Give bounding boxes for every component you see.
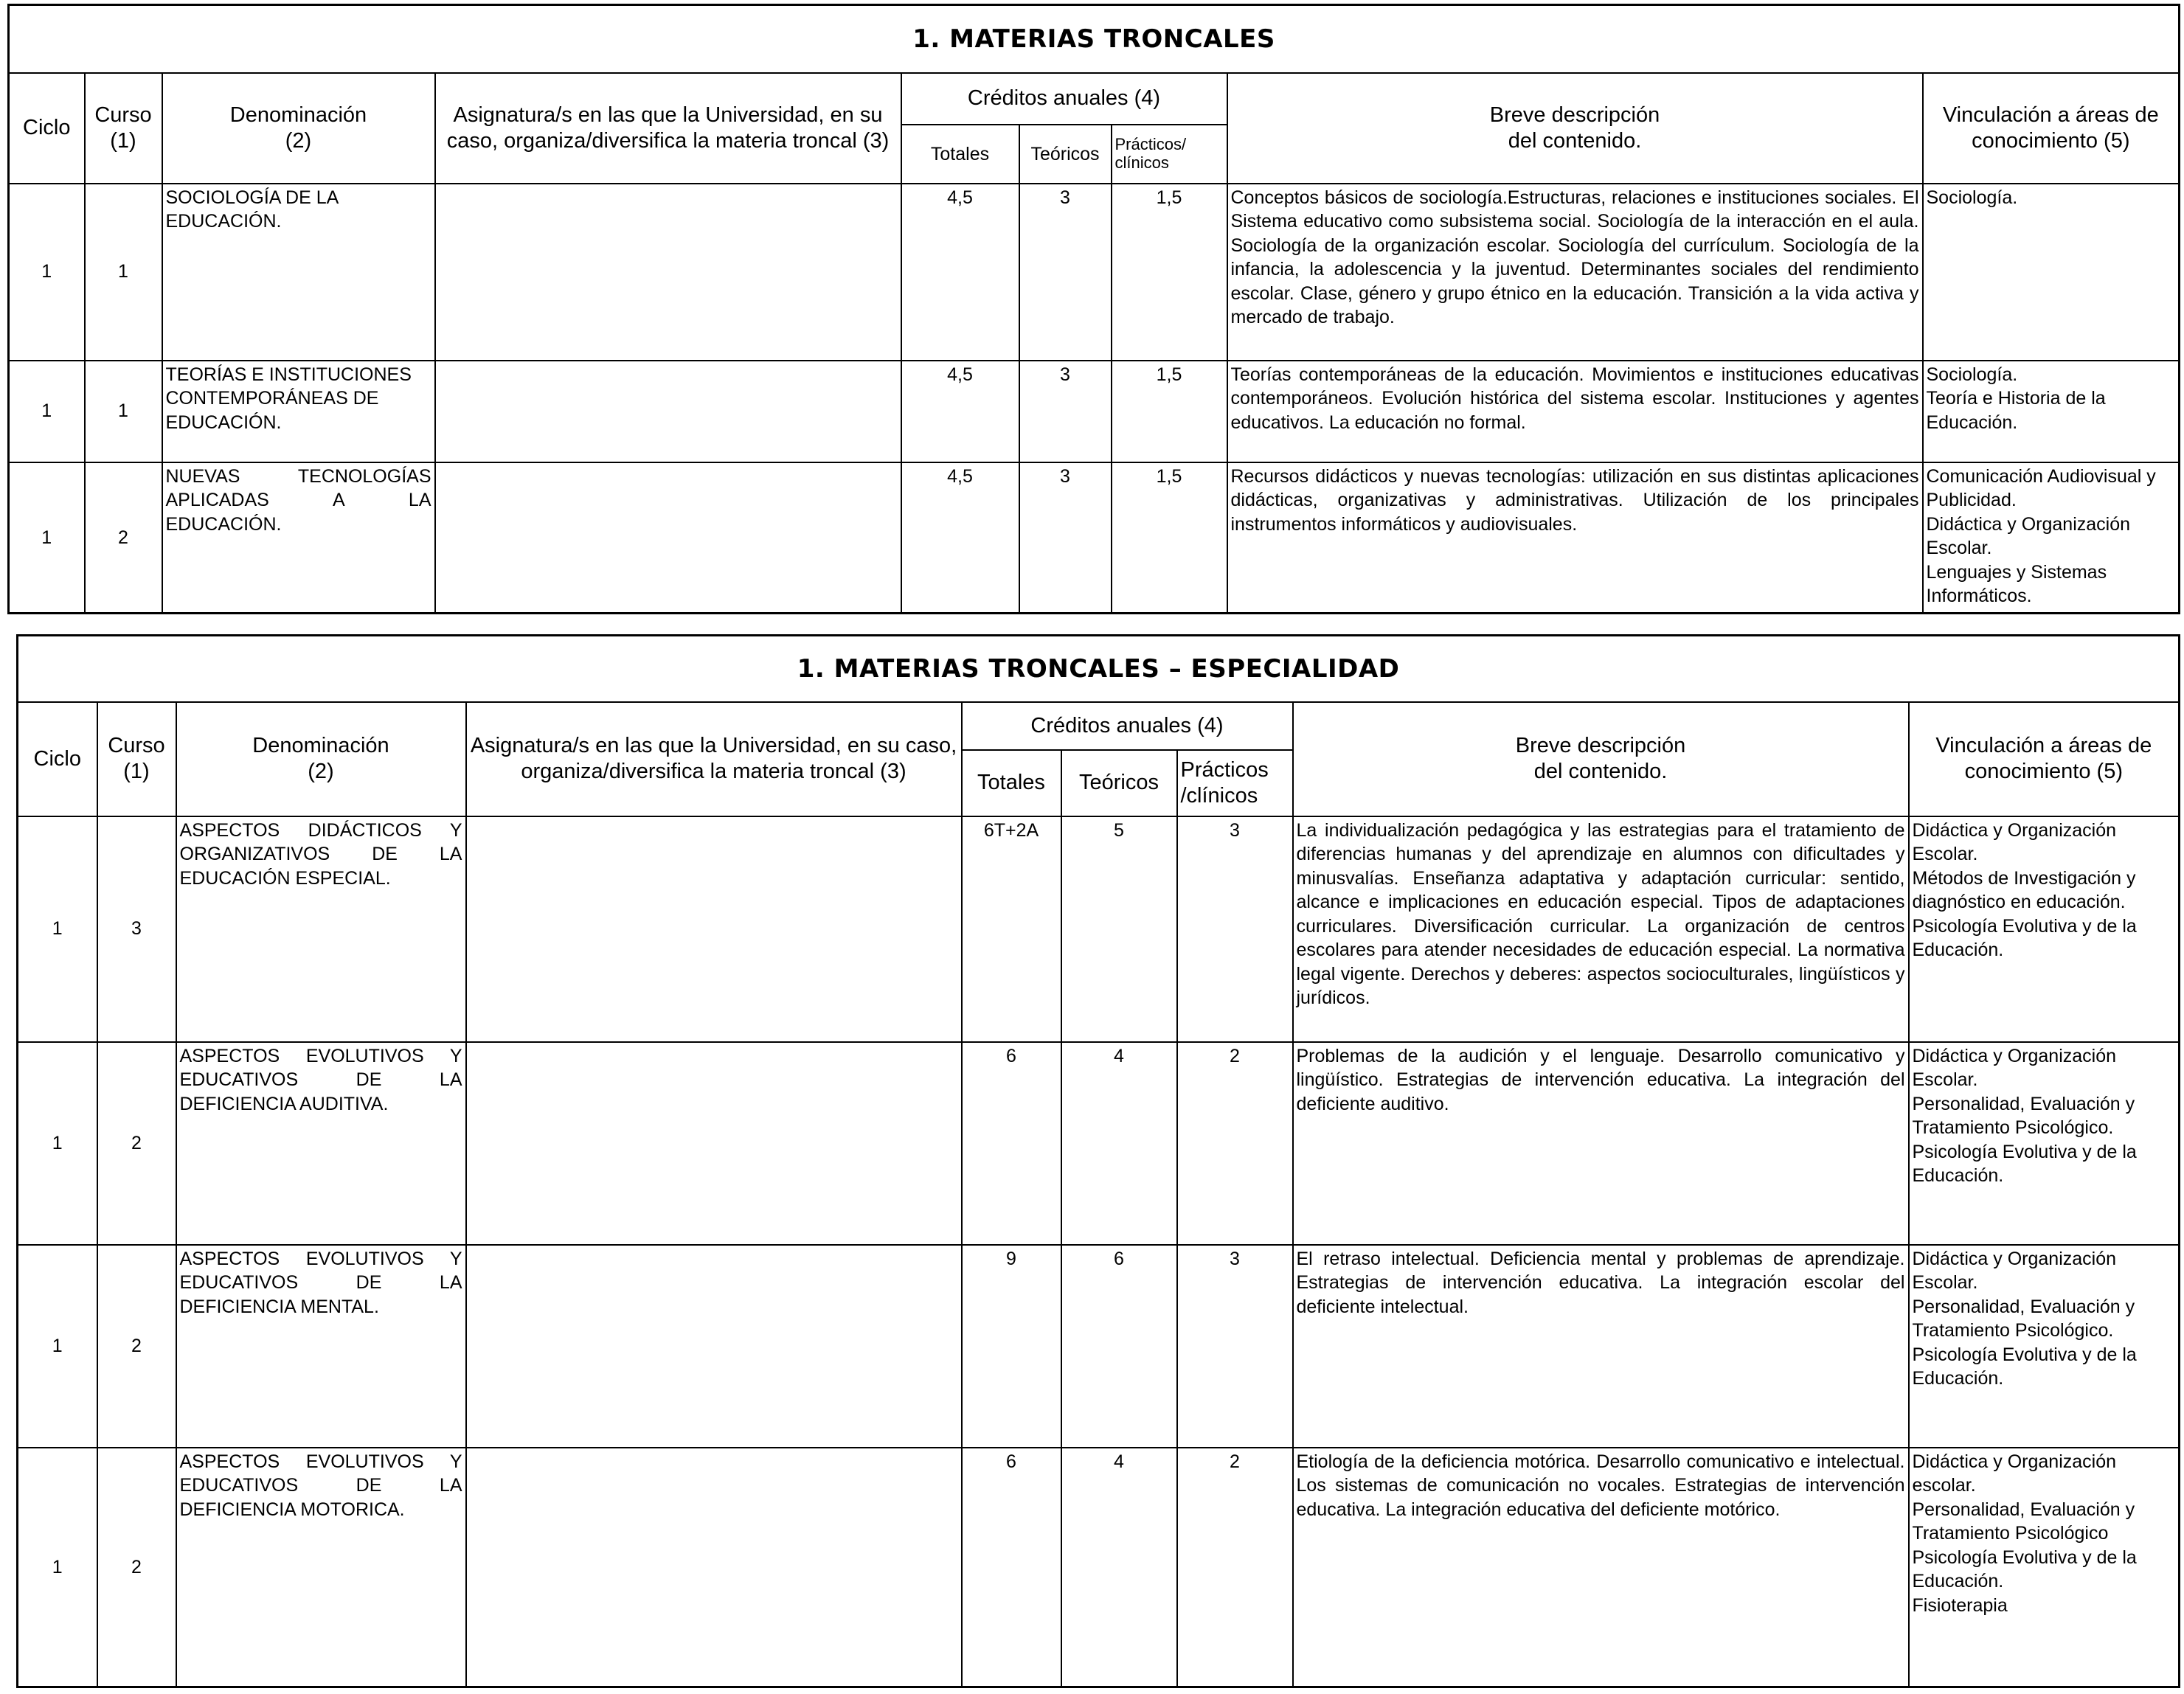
header-asignatura: Asignatura/s en las que la Universidad, en su caso, organiza/diversifica la materia troncal (3) [435, 73, 901, 184]
practicos-cell: 3 [1177, 816, 1293, 1042]
teoricos-cell: 4 [1061, 1448, 1177, 1687]
denominacion-cell: ASPECTOS EVOLUTIVOS Y EDUCATIVOS DE LA DEFICIENCIA AUDITIVA. [176, 1042, 466, 1245]
area-item: Personalidad, Evaluación y Tratamiento Psicológico [1912, 1499, 2135, 1544]
denominacion-cell: ASPECTOS EVOLUTIVOS Y EDUCATIVOS DE LA DEFICIENCIA MOTORICA. [176, 1448, 466, 1687]
header-teoricos: Teóricos [1061, 750, 1177, 816]
area-item: Personalidad, Evaluación y Tratamiento Psicológico. [1912, 1093, 2135, 1138]
header-totales: Totales [901, 125, 1019, 184]
practicos-cell: 2 [1177, 1448, 1293, 1687]
curso-cell: 2 [97, 1042, 176, 1245]
descripcion-cell: Teorías contemporáneas de la educación. Movimientos e instituciones educativas contemporáneos. Evolución histórica del sistema escolar. Instituciones y agentes educativos. La educación no formal. [1227, 361, 1923, 462]
areas-cell [1909, 1448, 2180, 1687]
areas-cell [1909, 816, 2180, 1042]
header-curso: Curso (1) [97, 702, 176, 816]
area-item: Didáctica y Organización escolar. [1912, 1451, 2117, 1496]
header-vinculacion: Vinculación a áreas de conocimiento (5) [1923, 73, 2180, 184]
practicos-cell: 1,5 [1112, 462, 1227, 614]
area-item: Didáctica y Organización Escolar. [1912, 1248, 2117, 1293]
area-item: Psicología Evolutiva y de la Educación. [1912, 1141, 2137, 1186]
practicos-cell: 1,5 [1112, 361, 1227, 462]
areas-cell [1923, 184, 2180, 361]
descripcion-cell: Conceptos básicos de sociología.Estructuras, relaciones e instituciones sociales. El Sistema educativo como subsistema social. Sociología de la interacción en el aula. Sociología de la organización escolar. Sociología del currículum. Sociología de la infancia, la adolescencia y la juventud. Determinantes sociales del rendimiento escolar. Clase, género y grupo étnico en la educación. Transición a la vida activa y mercado de trabajo. [1227, 184, 1923, 361]
area-item: Métodos de Investigación y diagnóstico en educación. [1912, 867, 2136, 912]
areas-cell [1923, 462, 2180, 614]
ciclo-cell: 1 [9, 462, 85, 614]
denominacion-cell: TEORÍAS E INSTITUCIONES CONTEMPORÁNEAS DE EDUCACIÓN. [162, 361, 435, 462]
areas-cell [1909, 1245, 2180, 1448]
practicos-cell: 1,5 [1112, 184, 1227, 361]
table-row [9, 462, 2180, 614]
areas-cell [1909, 1042, 2180, 1245]
asignatura-cell [435, 361, 901, 462]
totales-cell: 6 [962, 1042, 1061, 1245]
denominacion-cell: ASPECTOS DIDÁCTICOS Y ORGANIZATIVOS DE LA EDUCACIÓN ESPECIAL. [176, 816, 466, 1042]
area-item: Psicología Evolutiva y de la Educación. [1912, 1344, 2137, 1389]
header-vinculacion: Vinculación a áreas de conocimiento (5) [1909, 702, 2180, 816]
curso-cell: 3 [97, 816, 176, 1042]
header-ciclo: Ciclo [18, 702, 97, 816]
ciclo-cell: 1 [18, 1042, 97, 1245]
area-item: Lenguajes y Sistemas Informáticos. [1926, 561, 2107, 606]
totales-cell: 4,5 [901, 361, 1019, 462]
area-item: Psicología Evolutiva y de la Educación. [1912, 915, 2137, 960]
curso-cell: 1 [85, 361, 162, 462]
totales-cell: 6 [962, 1448, 1061, 1687]
ciclo-cell: 1 [18, 1448, 97, 1687]
descripcion-cell: Problemas de la audición y el lenguaje. Desarrollo comunicativo y lingüístico. Estrategias de intervención educativa. La integración del deficiente auditivo. [1293, 1042, 1909, 1245]
table-row [18, 1448, 2180, 1687]
ciclo-cell: 1 [9, 361, 85, 462]
teoricos-cell: 4 [1061, 1042, 1177, 1245]
totales-cell: 4,5 [901, 462, 1019, 614]
asignatura-cell [466, 1042, 962, 1245]
header-asignatura: Asignatura/s en las que la Universidad, en su caso, organiza/diversifica la materia troncal (3) [466, 702, 962, 816]
curso-cell: 2 [85, 462, 162, 614]
curso-cell: 2 [97, 1245, 176, 1448]
header-practicos: Prácticos /clínicos [1177, 750, 1293, 816]
table-row [18, 1042, 2180, 1245]
asignatura-cell [466, 1448, 962, 1687]
header-creditos: Créditos anuales (4) [901, 73, 1227, 125]
area-item: Didáctica y Organización Escolar. [1912, 1045, 2117, 1090]
ciclo-cell: 1 [18, 816, 97, 1042]
header-curso: Curso (1) [85, 73, 162, 184]
denominacion-cell: NUEVAS TECNOLOGÍAS APLICADAS A LA EDUCACIÓN. [162, 462, 435, 614]
teoricos-cell: 3 [1019, 184, 1112, 361]
header-denominacion: Denominación (2) [162, 73, 435, 184]
descripcion-cell: El retraso intelectual. Deficiencia mental y problemas de aprendizaje. Estrategias de intervención educativa. La integración escolar del deficiente intelectual. [1293, 1245, 1909, 1448]
teoricos-cell: 3 [1019, 462, 1112, 614]
totales-cell: 4,5 [901, 184, 1019, 361]
asignatura-cell [435, 184, 901, 361]
area-item: Psicología Evolutiva y de la Educación. [1912, 1547, 2137, 1591]
denominacion-cell: ASPECTOS EVOLUTIVOS Y EDUCATIVOS DE LA DEFICIENCIA MENTAL. [176, 1245, 466, 1448]
header-descripcion: Breve descripción del contenido. [1293, 702, 1909, 816]
materias-troncales-table [7, 4, 2180, 614]
header-denominacion: Denominación (2) [176, 702, 466, 816]
ciclo-cell: 1 [9, 184, 85, 361]
area-item: Didáctica y Organización Escolar. [1926, 513, 2131, 558]
area-item: Sociología. [1926, 364, 2018, 385]
header-totales: Totales [962, 750, 1061, 816]
table-title: 1. MATERIAS TRONCALES [9, 5, 2180, 73]
curso-cell: 2 [97, 1448, 176, 1687]
ciclo-cell: 1 [18, 1245, 97, 1448]
denominacion-cell: SOCIOLOGÍA DE LA EDUCACIÓN. [162, 184, 435, 361]
teoricos-cell: 5 [1061, 816, 1177, 1042]
practicos-cell: 2 [1177, 1042, 1293, 1245]
descripcion-cell: Recursos didácticos y nuevas tecnologías: utilización en sus distintas aplicaciones didácticas, organizativas y administrativas. Utilización de los principales instrumentos informáticos y audiovisuales. [1227, 462, 1923, 614]
header-teoricos: Teóricos [1019, 125, 1112, 184]
materias-troncales-especialidad-table [16, 634, 2180, 1688]
teoricos-cell: 6 [1061, 1245, 1177, 1448]
areas-cell [1923, 361, 2180, 462]
descripcion-cell: Etiología de la deficiencia motórica. Desarrollo comunicativo e intelectual. Los sistemas de comunicación no vocales. Estrategias de intervención educativa. La integración educativa del deficiente motórico. [1293, 1448, 1909, 1687]
table-title: 1. MATERIAS TRONCALES – ESPECIALIDAD [18, 636, 2180, 702]
header-descripcion: Breve descripción del contenido. [1227, 73, 1923, 184]
area-item: Personalidad, Evaluación y Tratamiento Psicológico. [1912, 1296, 2135, 1341]
table-row [18, 1245, 2180, 1448]
table-row [18, 816, 2180, 1042]
header-ciclo: Ciclo [9, 73, 85, 184]
area-item: Didáctica y Organización Escolar. [1912, 819, 2117, 864]
header-creditos: Créditos anuales (4) [962, 702, 1293, 750]
practicos-cell: 3 [1177, 1245, 1293, 1448]
table-row [9, 361, 2180, 462]
descripcion-cell: La individualización pedagógica y las estrategias para el tratamiento de diferencias humanas y del aprendizaje en alumnos con dificultades y minusvalías. Enseñanza adaptativa y adaptación curricular: sentido, alcance e implicaciones en educación especial. Tipos de adaptaciones curriculares. Diversificación curricular. La organización de centros escolares para atender necesidades de educación especial. La normativa legal vigente. Derechos y deberes: aspectos socioculturales, lingüísticos y jurídicos. [1293, 816, 1909, 1042]
area-item: Teoría e Historia de la Educación. [1926, 388, 2106, 433]
totales-cell: 6T+2A [962, 816, 1061, 1042]
totales-cell: 9 [962, 1245, 1061, 1448]
area-item: Sociología. [1926, 187, 2018, 208]
teoricos-cell: 3 [1019, 361, 1112, 462]
asignatura-cell [466, 816, 962, 1042]
header-practicos: Prácticos/ clínicos [1112, 125, 1227, 184]
asignatura-cell [466, 1245, 962, 1448]
area-item: Comunicación Audiovisual y Publicidad. [1926, 465, 2156, 510]
asignatura-cell [435, 462, 901, 614]
table-row [9, 184, 2180, 361]
curso-cell: 1 [85, 184, 162, 361]
area-item: Fisioterapia [1912, 1594, 2008, 1616]
